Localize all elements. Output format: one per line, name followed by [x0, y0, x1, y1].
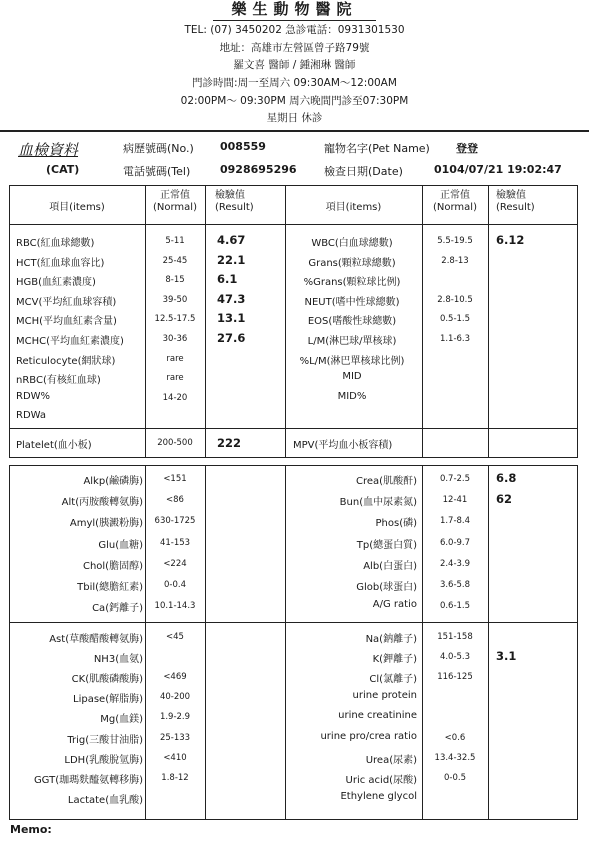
- test-normal-range: 10.1-14.3: [154, 601, 196, 612]
- test-item-name: WBC(白血球總數): [311, 238, 393, 249]
- col-header-result: [205, 190, 295, 214]
- col-header-items: 項目(items): [325, 202, 382, 213]
- test-item-name: Trig(三酸甘油脂): [67, 734, 143, 746]
- test-result-value: 6.8: [496, 471, 517, 485]
- test-item-name: Urea(尿素): [365, 754, 417, 766]
- test-item-name: NEUT(嗜中性球總數): [304, 296, 400, 308]
- test-item-name: nRBC(有核紅血球): [16, 375, 101, 387]
- test-item-name: urine pro/crea ratio: [320, 730, 417, 742]
- test-item-name: HCT(紅血球血容比): [16, 257, 105, 269]
- test-normal-range: 2.8-10.5: [437, 294, 473, 305]
- test-item-name: urine creatinine: [338, 710, 417, 722]
- test-normal-range: 30-36: [162, 334, 188, 344]
- mpv-item: MPV(平均血小板容積): [293, 440, 393, 451]
- col-header-result: [488, 190, 586, 214]
- test-item-name: Chol(膽固醇): [82, 560, 143, 572]
- test-normal-range: 0.5-1.5: [439, 314, 471, 325]
- test-normal-range: 8-15: [165, 275, 185, 286]
- col-header-normal: [145, 190, 205, 214]
- test-item-name: %L/M(淋巴單核球比例): [299, 355, 405, 367]
- test-item-name: Uric acid(尿酸): [345, 774, 417, 786]
- col-divider: [205, 185, 206, 458]
- test-normal-range: <469: [163, 672, 187, 683]
- test-normal-range: 0-0.4: [164, 580, 186, 590]
- test-normal-range: 41-153: [159, 537, 191, 548]
- report-title: 血檢資料: [18, 141, 79, 159]
- test-normal-range: <224: [163, 558, 187, 569]
- test-item-name: Lactate(血乳酸): [67, 794, 143, 806]
- test-item-name: NH3(血氨): [93, 654, 143, 666]
- clinic-phone-line: TEL: (07) 3450202 急診電話：0931301530: [184, 24, 405, 36]
- test-normal-range: <0.6: [444, 732, 466, 743]
- test-result-value: 6.1: [217, 272, 238, 287]
- test-item-name: Alkp(鹼磷脢): [83, 476, 143, 487]
- col-header-normal-line1: 正常值: [440, 190, 470, 201]
- date-label: 檢查日期(Date): [324, 165, 403, 178]
- test-item-name: Crea(肌酸酐): [356, 476, 417, 487]
- test-item-name: Lipase(解脂脢): [73, 694, 143, 706]
- test-normal-range: <86: [166, 495, 184, 506]
- test-result-value: 3.1: [496, 649, 517, 664]
- test-item-name: A/G ratio: [372, 599, 417, 611]
- test-item-name: Bun(血中尿素氮): [339, 497, 417, 509]
- test-item-name: Glu(血糖): [98, 539, 143, 551]
- test-result-value: 62: [496, 492, 513, 507]
- pet-name-label: 寵物名字(Pet Name): [324, 142, 430, 155]
- test-item-name: Cl(氯離子): [369, 674, 417, 686]
- col-header-normal-line1: 正常值: [160, 190, 190, 201]
- chem-divider: [9, 622, 578, 623]
- test-item-name: Grans(顆粒球總數): [308, 257, 396, 269]
- test-item-name: RBC(紅血球總數): [16, 238, 95, 249]
- test-result-value: 6.12: [496, 233, 525, 247]
- test-item-name: RDW%: [16, 390, 51, 402]
- clinic-doctors: 羅文喜 醫師 / 鍾湘琳 醫師: [233, 59, 356, 71]
- test-normal-range: 0.7-2.5: [439, 474, 471, 484]
- test-item-name: CK(肌酸磷酸脢): [71, 674, 143, 686]
- test-item-name: RDWa: [16, 410, 47, 422]
- test-result-value: 4.67: [217, 233, 246, 247]
- test-normal-range: 12-41: [442, 495, 468, 506]
- platelet-divider: [9, 428, 578, 429]
- col-divider: [488, 465, 489, 820]
- test-normal-range: 4.0-5.3: [439, 652, 471, 663]
- test-normal-range: 1.7-8.4: [439, 516, 471, 527]
- col-header-normal-line2: (Normal): [153, 202, 197, 213]
- cbc-header-divider: [9, 224, 578, 225]
- test-item-name: Mg(血鎂): [100, 714, 143, 726]
- test-item-name: Ca(鈣離子): [92, 603, 143, 615]
- col-header-items: 項目(items): [49, 202, 105, 213]
- test-item-name: Tp(總蛋白質): [356, 539, 417, 551]
- test-item-name: Glob(球蛋白): [356, 582, 417, 593]
- test-normal-range: 12.5-17.5: [154, 314, 196, 325]
- test-normal-range: 14-20: [162, 392, 188, 403]
- clinic-address: 地址：高雄市左營區曾子路79號: [219, 42, 370, 54]
- phone-value: 0928695296: [220, 163, 297, 176]
- test-item-name: Ast(草酸醋酸轉氨脢): [49, 634, 143, 645]
- pet-name-value: 登登: [456, 142, 478, 155]
- test-normal-range: 630-1725: [154, 516, 196, 527]
- col-header-result-line1: 檢驗值: [215, 190, 245, 201]
- test-normal-range: 40-200: [159, 692, 191, 703]
- test-normal-range: 0.6-1.5: [439, 601, 471, 612]
- test-normal-range: <410: [163, 752, 187, 763]
- test-result-value: 22.1: [217, 252, 246, 267]
- test-normal-range: <151: [163, 474, 187, 484]
- test-item-name: MCH(平均血紅素含量): [16, 316, 117, 328]
- test-normal-range: 116-125: [437, 672, 473, 683]
- col-header-normal-line2: (Normal): [433, 202, 477, 213]
- test-normal-range: 1.9-2.9: [159, 712, 191, 723]
- clinic-hours-line-2: 02:00PM～ 09:30PM 周六晚間門診至07:30PM: [180, 95, 409, 107]
- col-divider: [205, 465, 206, 820]
- test-result-value: 13.1: [217, 311, 246, 326]
- test-item-name: Na(鈉離子): [365, 634, 417, 645]
- test-item-name: Ethylene glycol: [340, 790, 417, 802]
- test-normal-range: 3.6-5.8: [439, 580, 471, 590]
- test-normal-range: 25-45: [162, 255, 188, 266]
- clinic-name-underline: [213, 20, 376, 21]
- test-item-name: MID: [342, 371, 362, 383]
- test-normal-range: <45: [166, 632, 184, 642]
- clinic-hours-line-3: 星期日 休診: [266, 112, 323, 124]
- test-item-name: MCHC(平均血紅素濃度): [16, 336, 124, 347]
- test-item-name: LDH(乳酸脫氫脢): [64, 754, 143, 766]
- test-item-name: HGB(血紅素濃度): [16, 277, 96, 289]
- col-divider: [285, 185, 286, 458]
- test-item-name: Amyl(胰澱粉脢): [69, 518, 143, 530]
- test-item-name: EOS(嗜酸性球總數): [307, 316, 397, 328]
- col-divider: [285, 465, 286, 820]
- test-item-name: L/M(淋巴球/單核球): [307, 336, 397, 347]
- test-item-name: Alb(白蛋白): [363, 560, 417, 572]
- test-item-name: Tbil(總膽紅素): [77, 582, 143, 593]
- test-normal-range: 25-133: [159, 732, 191, 743]
- test-normal-range: 5.5-19.5: [437, 236, 473, 246]
- test-normal-range: 0-0.5: [444, 772, 466, 783]
- test-item-name: MCV(平均紅血球容積): [16, 296, 117, 308]
- test-normal-range: rare: [166, 373, 184, 384]
- header-divider: [0, 130, 589, 132]
- record-no-label: 病歷號碼(No.): [123, 142, 194, 155]
- test-item-name: Alt(丙胺酸轉氨脢): [61, 497, 143, 509]
- test-normal-range: rare: [166, 353, 184, 364]
- test-normal-range: 13.4-32.5: [434, 752, 476, 763]
- test-item-name: Phos(磷): [375, 518, 417, 530]
- platelet-result: 222: [217, 436, 242, 450]
- test-normal-range: 2.4-3.9: [439, 558, 471, 569]
- test-normal-range: 1.1-6.3: [439, 334, 471, 344]
- platelet-normal: 200-500: [157, 438, 193, 448]
- col-header-result-line1: 檢驗值: [496, 190, 526, 201]
- date-value: 0104/07/21 19:02:47: [434, 163, 562, 176]
- test-item-name: K(鉀離子): [372, 654, 417, 666]
- test-normal-range: 39-50: [162, 294, 188, 305]
- test-item-name: urine protein: [352, 690, 417, 702]
- test-normal-range: 6.0-9.7: [439, 537, 471, 548]
- record-no-value: 008559: [220, 140, 266, 153]
- col-header-result-line2: (Result): [215, 202, 254, 213]
- test-normal-range: 5-11: [165, 236, 185, 246]
- test-normal-range: 1.8-12: [161, 772, 189, 783]
- col-divider: [488, 185, 489, 458]
- test-result-value: 27.6: [217, 331, 246, 345]
- clinic-name: 樂生動物醫院: [231, 0, 358, 18]
- test-normal-range: 151-158: [437, 632, 473, 642]
- test-item-name: GGT(珈瑪麩醯氨轉移脢): [33, 774, 143, 786]
- test-item-name: %Grans(顆粒球比例): [303, 277, 401, 289]
- test-item-name: Reticulocyte(網狀球): [16, 355, 116, 367]
- col-header-normal: [422, 190, 488, 214]
- memo-label: Memo:: [10, 823, 52, 836]
- test-result-value: 47.3: [217, 291, 246, 306]
- test-normal-range: 2.8-13: [441, 255, 469, 266]
- clinic-hours-line-1: 門診時間:周一至周六 09:30AM～12:00AM: [192, 77, 397, 89]
- species-label: (CAT): [46, 163, 80, 176]
- test-item-name: MID%: [337, 390, 367, 402]
- phone-label: 電話號碼(Tel): [123, 165, 191, 178]
- col-header-result-line2: (Result): [496, 202, 535, 213]
- platelet-item: Platelet(血小板): [16, 440, 92, 451]
